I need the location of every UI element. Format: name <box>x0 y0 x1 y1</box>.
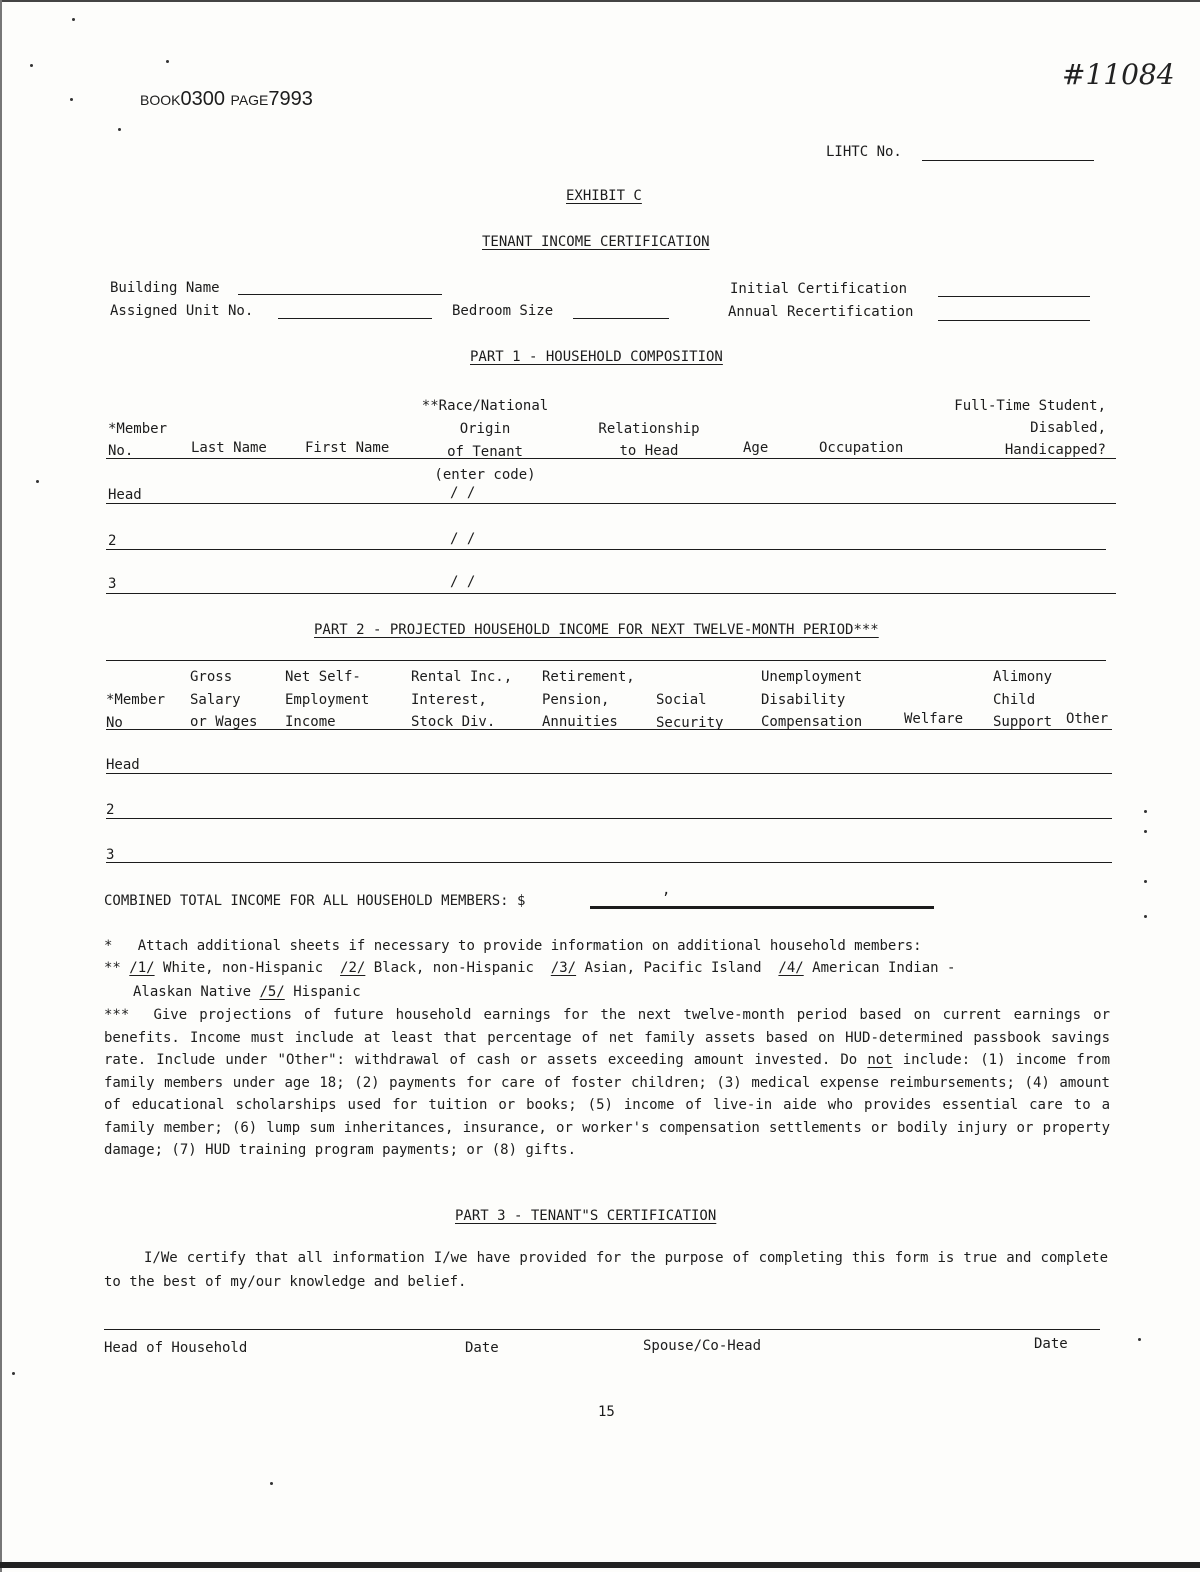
p2-col-unemployment <box>761 666 862 734</box>
p2-col-gross-line1: Gross <box>190 669 233 685</box>
lihtc-label: LIHTC No. <box>826 144 902 160</box>
code-1-text: White, non-Hispanic <box>163 960 324 976</box>
p2-row-head-line[interactable] <box>106 773 1112 774</box>
certification-body: I/We certify that all information I/we have provided for the purpose of completing this form is true and complete to the best of my/our knowledge and belief. <box>104 1250 1108 1290</box>
page-border-top <box>0 0 1200 2</box>
p1-col-member-line2: No. <box>108 443 134 459</box>
p1-col-first: First Name <box>305 440 390 456</box>
exhibit-title: EXHIBIT C <box>566 188 642 204</box>
page-border-bottom <box>0 1562 1200 1568</box>
p2-col-member-line1: *Member <box>106 692 166 708</box>
sig-head-label: Head of Household <box>104 1340 248 1356</box>
p2-col-retirement-line3: Annuities <box>542 714 618 730</box>
p2-col-rental-line2: Interest, <box>411 691 487 708</box>
p2-row-head-label: Head <box>106 757 140 773</box>
book-number: 0300 <box>180 88 225 110</box>
bedroom-size-label: Bedroom Size <box>452 303 554 319</box>
sig-date1-label: Date <box>465 1340 499 1356</box>
code-4-text: American Indian - <box>812 960 956 976</box>
p2-col-other: Other <box>1066 711 1109 727</box>
book-page-stamp <box>140 88 313 111</box>
handwritten-number: #11084 <box>1062 58 1175 91</box>
page-label: PAGE <box>230 92 269 108</box>
assigned-unit-label: Assigned Unit No. <box>110 303 254 319</box>
p1-col-student-line1: Full-Time Student, <box>954 398 1106 414</box>
combined-total-field[interactable] <box>590 906 934 909</box>
p1-col-relationship <box>585 418 713 462</box>
scan-speck <box>118 128 121 131</box>
code-5-text: Hispanic <box>293 984 361 1000</box>
page-number: 15 <box>598 1404 615 1420</box>
p2-header-rule <box>106 729 1112 730</box>
note-3-text-a: Give projections of future household earnings for the next twelve-month period based on current earnings or benefits. Income must include at least that percentage of net family assets based on HUD-determined passbook savings rate. Include under "Other": withdrawal of cash or assets exceeding amount invested. Do <box>104 1007 1111 1068</box>
p2-col-retirement <box>542 666 635 734</box>
p1-col-student-line2: Disabled, <box>1030 420 1106 436</box>
p1-col-occupation: Occupation <box>819 440 904 456</box>
p1-header-rule <box>106 458 1116 459</box>
p1-row-head-code: / / <box>450 485 476 501</box>
p1-col-student-line3: Handicapped? <box>1004 442 1106 458</box>
scan-speck <box>1144 810 1147 813</box>
sig-spouse-label: Spouse/Co-Head <box>643 1338 762 1354</box>
p1-col-member <box>108 418 167 462</box>
p1-row-head-label: Head <box>108 487 142 503</box>
scan-speck <box>1144 915 1147 918</box>
p2-row-3-line[interactable] <box>106 862 1112 863</box>
sig-date2-label: Date <box>1034 1336 1068 1352</box>
code-2-text: Black, non-Hispanic <box>373 960 534 976</box>
note-2-marker: ** <box>104 960 121 976</box>
scan-speck <box>270 1482 273 1485</box>
p2-col-member-line2: No <box>106 714 123 731</box>
p2-col-gross-line3: or Wages <box>190 714 258 730</box>
building-name-label: Building Name <box>110 280 220 296</box>
p2-col-self-line2: Employment <box>285 691 370 708</box>
p1-col-race-line1: **Race/National <box>421 398 549 414</box>
lihtc-field[interactable] <box>922 160 1094 161</box>
p2-col-alimony-line1: Alimony <box>993 669 1053 685</box>
p2-col-rental-line1: Rental Inc., <box>411 669 513 685</box>
scan-speck <box>12 1372 15 1375</box>
note-3 <box>104 1004 1110 1162</box>
p1-row-head-line[interactable] <box>106 503 1116 504</box>
page-number: 7993 <box>268 88 313 110</box>
assigned-unit-field[interactable] <box>278 318 432 319</box>
p2-col-unemployment-line2: Disability <box>761 691 846 708</box>
part3-title: PART 3 - TENANT"S CERTIFICATION <box>455 1208 717 1224</box>
p2-col-unemployment-line1: Unemployment <box>761 669 863 685</box>
note-3-marker: *** <box>104 1007 130 1023</box>
code-1: /1/ <box>129 960 155 976</box>
p1-col-age: Age <box>743 440 769 456</box>
certification-text <box>104 1246 1108 1294</box>
p1-col-student <box>920 395 1106 461</box>
p2-row-2-line[interactable] <box>106 818 1112 819</box>
note-1-text: Attach additional sheets if necessary to provide information on additional household members: <box>137 938 922 954</box>
p2-row-3-label: 3 <box>106 847 115 863</box>
p2-col-retirement-line2: Pension, <box>542 691 610 708</box>
p2-col-self-line1: Net Self- <box>285 669 361 685</box>
scan-speck <box>70 98 73 101</box>
part2-title: PART 2 - PROJECTED HOUSEHOLD INCOME FOR NEXT TWELVE-MONTH PERIOD*** <box>314 622 879 638</box>
p1-col-relationship-line1: Relationship <box>598 421 700 437</box>
p1-col-race-line4: (enter code) <box>434 467 536 483</box>
combined-total-label: COMBINED TOTAL INCOME FOR ALL HOUSEHOLD MEMBERS: $ <box>104 893 526 909</box>
book-label: BOOK <box>140 92 181 108</box>
code-3-text: Asian, Pacific Island <box>584 960 762 976</box>
initial-cert-label: Initial Certification <box>730 281 908 297</box>
code-3: /3/ <box>550 960 577 976</box>
signature-line[interactable] <box>104 1329 1100 1330</box>
p2-row-2-label: 2 <box>106 802 115 818</box>
p1-row-2-code: / / <box>450 531 476 547</box>
combined-total-comma: , <box>662 882 671 898</box>
note-3-text-b: include: (1) income from family members under age 18; (2) payments for care of foster children; (3) medical expense reimbursements; (4) amount of educational scholarships used for tuition or books; (5) income of live-in aide who provides essential care to a family member; (6) lump sum inheritances, insurance, or worker's compensation settlements or bodily injury or property damage; (7) HUD training program payments; or (8) gifts. <box>104 1052 1111 1158</box>
part1-title: PART 1 - HOUSEHOLD COMPOSITION <box>470 349 723 365</box>
p2-top-rule <box>106 660 1106 661</box>
code-4: /4/ <box>778 960 804 976</box>
p2-col-member <box>106 689 165 734</box>
scan-speck <box>36 480 39 483</box>
annual-recert-label: Annual Recertification <box>728 304 914 320</box>
p1-col-last: Last Name <box>191 440 267 456</box>
p1-col-relationship-line2: to Head <box>619 443 679 459</box>
p1-col-race-line3: of Tenant <box>447 444 523 460</box>
p2-col-social <box>656 689 723 734</box>
p1-col-member-line1: *Member <box>108 421 168 437</box>
note-3-not: not <box>867 1052 893 1068</box>
code-4-text-b: Alaskan Native <box>133 984 252 1000</box>
form-title: TENANT INCOME CERTIFICATION <box>482 234 710 250</box>
p2-col-alimony-line2: Child <box>993 691 1036 708</box>
note-1-marker: * <box>104 938 113 954</box>
scan-speck <box>1144 880 1147 883</box>
p2-col-gross-line2: Salary <box>190 691 241 708</box>
p1-row-2-label: 2 <box>108 533 117 549</box>
p1-row-3-code: / / <box>450 574 476 590</box>
p2-col-self <box>285 666 369 734</box>
p2-col-retirement-line1: Retirement, <box>542 669 635 685</box>
note-1 <box>104 938 922 954</box>
scan-speck <box>72 18 75 21</box>
p1-row-2-line[interactable] <box>106 549 1106 550</box>
code-5: /5/ <box>259 984 285 1000</box>
scan-speck <box>166 60 169 63</box>
note-2 <box>104 960 955 976</box>
p2-col-gross <box>190 666 257 734</box>
p2-col-alimony-line3: Support <box>993 714 1053 730</box>
p2-col-unemployment-line3: Compensation <box>761 714 863 730</box>
code-2: /2/ <box>340 960 366 976</box>
initial-cert-field[interactable] <box>938 296 1090 297</box>
p2-col-welfare: Welfare <box>904 711 964 727</box>
p1-col-race-line2: Origin <box>459 421 511 437</box>
p2-col-social-line1: Social <box>656 692 707 708</box>
scan-speck <box>1144 830 1147 833</box>
p2-col-self-line3: Income <box>285 714 336 730</box>
scan-speck <box>1138 1338 1141 1341</box>
page-border-left <box>0 0 2 1572</box>
bedroom-size-field[interactable] <box>573 318 669 319</box>
p2-col-alimony <box>993 666 1052 734</box>
p1-col-race <box>410 395 560 487</box>
note-2-cont <box>133 984 361 1000</box>
p2-col-rental-line3: Stock Div. <box>411 714 496 730</box>
p1-row-3-label: 3 <box>108 576 117 592</box>
building-name-field[interactable] <box>238 294 442 295</box>
annual-recert-field[interactable] <box>938 320 1090 321</box>
p1-row-3-line[interactable] <box>106 593 1116 594</box>
scan-speck <box>30 64 33 67</box>
p2-col-rental <box>411 666 512 734</box>
p2-col-social-line2: Security <box>656 714 724 731</box>
